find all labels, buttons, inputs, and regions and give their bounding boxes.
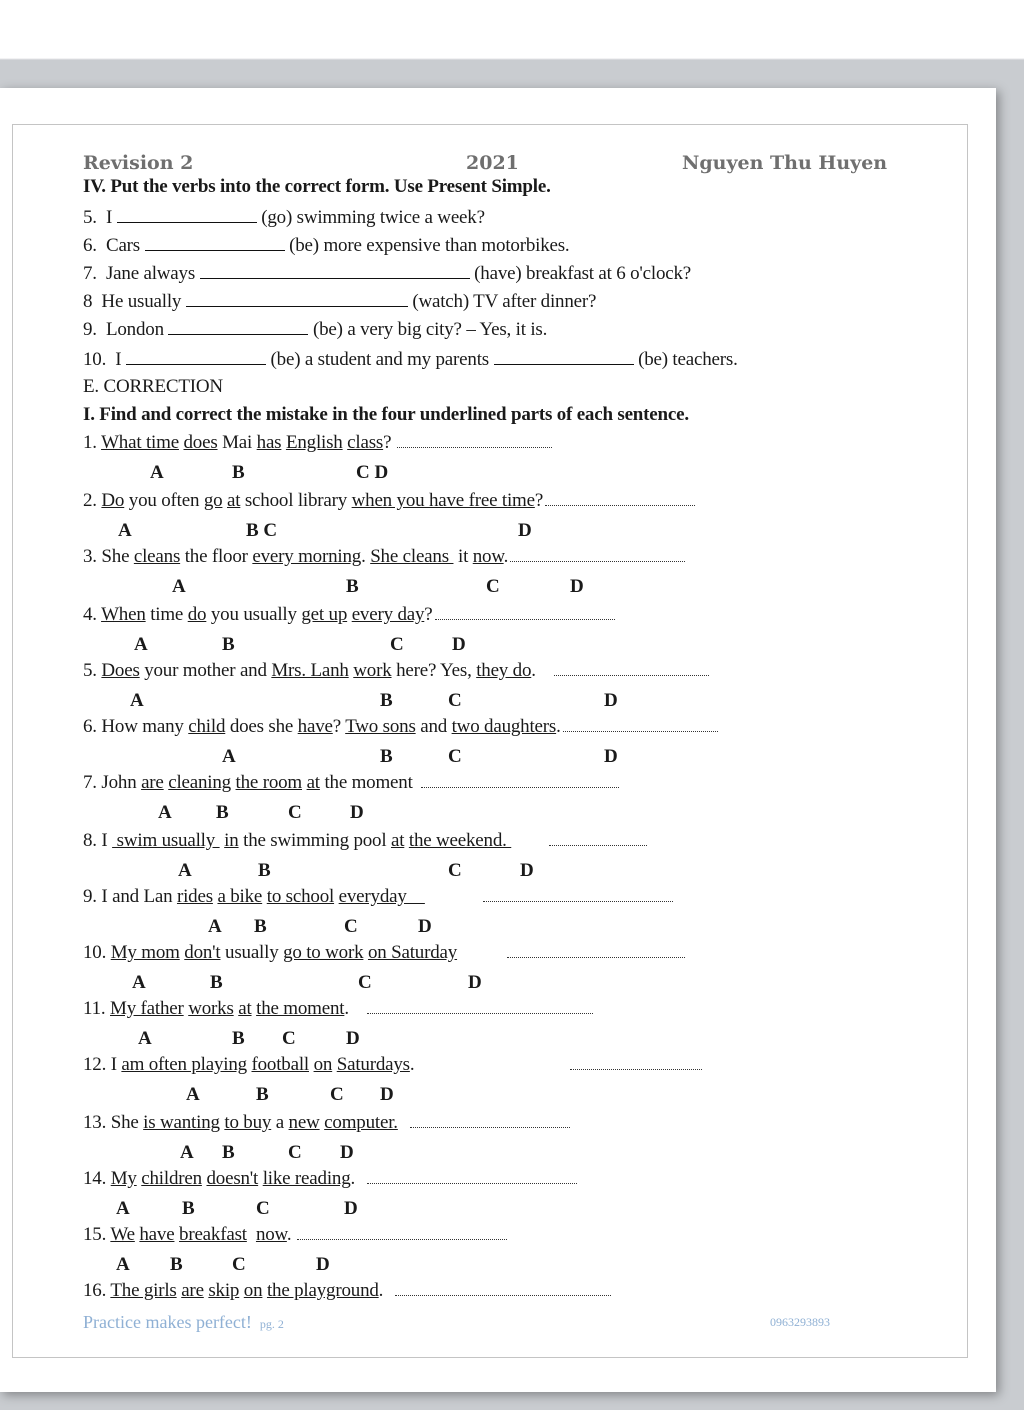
sentence-part: children <box>141 1168 202 1189</box>
sentence-part: football <box>251 1054 309 1075</box>
sentence-part: now <box>255 1224 287 1245</box>
option-letter: A <box>180 1142 194 1163</box>
sentence-part: She <box>110 1112 144 1133</box>
item-number: 2. <box>83 490 102 511</box>
sentence-part: go <box>203 490 223 511</box>
option-letter: A <box>116 1254 130 1275</box>
option-letter: A <box>222 746 236 767</box>
answer-blank[interactable] <box>168 318 308 335</box>
footer-motto: Practice makes perfect! pg. 2 <box>83 1312 284 1332</box>
option-letter: B <box>182 1198 195 1219</box>
sentence-part: John <box>101 772 142 793</box>
correction-item <box>83 716 718 738</box>
option-letter: C <box>358 972 372 993</box>
option-letter: B <box>216 802 229 823</box>
exercise-item: 9. London (be) a very big city? – Yes, it is. <box>83 319 548 340</box>
correction-item <box>83 490 695 512</box>
answer-dotted-line[interactable] <box>395 1281 611 1296</box>
sentence-part: ? <box>383 432 392 453</box>
sentence-part: Do <box>101 490 125 511</box>
sentence-part: works <box>188 998 234 1019</box>
answer-blank[interactable] <box>186 290 408 307</box>
sentence-part: . <box>378 1280 384 1301</box>
exercise-item: 8 He usually (watch) TV after dinner? <box>83 291 597 312</box>
option-letter: A <box>138 1028 152 1049</box>
sentence-part: every day <box>351 604 425 625</box>
sentence-part: cleans <box>133 546 181 567</box>
sentence-part: in <box>224 830 239 851</box>
sentence-part: it <box>453 546 473 567</box>
option-letter: B <box>254 916 267 937</box>
option-letter: A <box>130 690 144 711</box>
sentence-part: do <box>187 604 207 625</box>
option-letter: D <box>604 746 618 767</box>
sentence-part: get up <box>301 604 348 625</box>
sentence-part: school library <box>240 490 352 511</box>
sentence-part: cleaning <box>168 772 231 793</box>
option-letter: D <box>518 520 532 541</box>
item-number: 7. <box>83 772 102 793</box>
answer-blank[interactable] <box>117 206 257 223</box>
sentence-part: on <box>313 1054 333 1075</box>
option-letter: A <box>178 860 192 881</box>
item-number: 5. <box>83 660 102 681</box>
sentence-part: ? <box>424 604 433 625</box>
sentence-part: have <box>139 1224 175 1245</box>
sentence-part: the floor <box>180 546 253 567</box>
sentence-part: . <box>344 998 349 1019</box>
option-letter: D <box>604 690 618 711</box>
option-letter: C <box>330 1084 344 1105</box>
answer-dotted-line[interactable] <box>397 433 552 448</box>
sentence-part: skip <box>208 1280 240 1301</box>
answer-dotted-line[interactable] <box>483 887 673 902</box>
sentence-part: Does <box>101 660 140 681</box>
answer-dotted-line[interactable] <box>545 491 695 506</box>
answer-dotted-line[interactable] <box>563 717 718 732</box>
item-number: 13. <box>83 1112 111 1133</box>
answer-dotted-line[interactable] <box>367 1169 577 1184</box>
sentence-part: and <box>415 716 452 737</box>
option-letter: C <box>256 1198 270 1219</box>
page-number: pg. 2 <box>259 1317 284 1331</box>
option-letter: C <box>486 576 500 597</box>
option-letter: A <box>134 634 148 655</box>
sentence-part: at <box>390 830 405 851</box>
item-number: 15. <box>83 1224 111 1245</box>
section-e-title: E. CORRECTION <box>83 376 223 397</box>
sentence-part: when you have free time <box>351 490 535 511</box>
item-number: 16. <box>83 1280 111 1301</box>
answer-dotted-line[interactable] <box>554 661 709 676</box>
option-letter: D <box>344 1198 358 1219</box>
sentence-part: swim usually <box>112 830 220 851</box>
item-number: 10. <box>83 942 111 963</box>
sentence-part: My <box>110 1168 137 1189</box>
option-letter: D <box>380 1084 394 1105</box>
sentence-part: is wanting <box>143 1112 220 1133</box>
option-letter: C <box>282 1028 296 1049</box>
answer-blank[interactable] <box>200 262 470 279</box>
sentence-part: We <box>110 1224 135 1245</box>
sentence-part: My father <box>110 998 184 1019</box>
option-letter: B <box>170 1254 183 1275</box>
option-letter: A <box>118 520 132 541</box>
option-letter: B <box>232 1028 245 1049</box>
correction-item <box>83 432 552 454</box>
sentence-part: everyday <box>338 886 425 907</box>
option-letter: C <box>390 634 404 655</box>
option-letter: B <box>222 1142 235 1163</box>
option-letter: C <box>448 690 462 711</box>
sentence-part: don't <box>184 942 221 963</box>
section-iv-title: IV. Put the verbs into the correct form. Use Present Simple. <box>83 176 551 197</box>
sentence-part: two daughters <box>451 716 557 737</box>
correction-item <box>83 1280 611 1302</box>
sentence-part: My mom <box>110 942 180 963</box>
sentence-part: time <box>145 604 188 625</box>
correction-item <box>83 1112 570 1134</box>
option-letter: C <box>344 916 358 937</box>
item-number: 14. <box>83 1168 111 1189</box>
answer-dotted-line[interactable] <box>570 1055 702 1070</box>
sentence-part: What time <box>101 432 179 453</box>
sentence-part: go to work <box>283 942 364 963</box>
answer-dotted-line[interactable] <box>421 773 619 788</box>
correction-item <box>83 830 647 852</box>
sentence-part: the swimming pool <box>238 830 391 851</box>
option-letter: A <box>186 1084 200 1105</box>
correction-item <box>83 998 593 1020</box>
sentence-part: the weekend. <box>408 830 512 851</box>
sentence-part: they do <box>476 660 532 681</box>
answer-dotted-line[interactable] <box>297 1225 507 1240</box>
sentence-part: to buy <box>224 1112 272 1133</box>
item-number: 8. <box>83 830 102 851</box>
option-letter: A <box>158 802 172 823</box>
item-number: 6. <box>83 716 102 737</box>
sentence-part: does she <box>225 716 298 737</box>
option-letter: D <box>418 916 432 937</box>
sentence-part: She <box>101 546 134 567</box>
sentence-part: ? <box>534 490 544 511</box>
option-letter: D <box>340 1142 354 1163</box>
sentence-part: are <box>181 1280 204 1301</box>
sentence-part: like reading <box>262 1168 351 1189</box>
item-number: 11. <box>83 998 110 1019</box>
sentence-part: breakfast <box>179 1224 247 1245</box>
answer-dotted-line[interactable] <box>367 999 593 1014</box>
sentence-part: new <box>288 1112 320 1133</box>
option-letter: D <box>520 860 534 881</box>
sentence-part: The girls <box>110 1280 177 1301</box>
sentence-part: class <box>347 432 384 453</box>
option-letter: C <box>232 1254 246 1275</box>
sentence-part: does <box>183 432 218 453</box>
option-letter: B <box>210 972 223 993</box>
option-letter: B <box>222 634 235 655</box>
option-letter: B <box>232 462 245 483</box>
item-number: 12. <box>83 1054 111 1075</box>
sentence-part: Mai <box>217 432 257 453</box>
header-center: 2021 <box>466 152 519 174</box>
sentence-part: every morning <box>252 546 362 567</box>
sentence-part: . <box>556 716 561 737</box>
sentence-part: computer. <box>324 1112 398 1133</box>
exercise-item: 6. Cars (be) more expensive than motorbikes. <box>83 235 570 256</box>
option-letter: C D <box>356 462 389 483</box>
sentence-part: to school <box>266 886 335 907</box>
sentence-part: on Saturday <box>367 942 458 963</box>
answer-blank[interactable] <box>126 348 266 365</box>
correction-item <box>83 604 615 626</box>
correction-item <box>83 660 709 682</box>
option-letter: D <box>346 1028 360 1049</box>
sentence-part: you usually <box>206 604 302 625</box>
exercise-item: 7. Jane always (have) breakfast at 6 o'clock? <box>83 263 692 284</box>
option-letter: C <box>448 860 462 881</box>
answer-blank[interactable] <box>145 234 285 251</box>
sentence-part: your mother and <box>139 660 272 681</box>
item-number: 9. <box>83 886 102 907</box>
correction-item <box>83 1224 507 1246</box>
sentence-part: Two sons <box>345 716 416 737</box>
option-letter: D <box>452 634 466 655</box>
answer-dotted-line[interactable] <box>549 831 647 846</box>
correction-item <box>83 1054 702 1076</box>
sentence-part: When <box>101 604 146 625</box>
option-letter: D <box>570 576 584 597</box>
option-letter: C <box>448 746 462 767</box>
sentence-part: work <box>353 660 392 681</box>
sentence-part: the playground <box>266 1280 379 1301</box>
item-number: 1. <box>83 432 102 453</box>
sentence-part: Saturdays <box>336 1054 410 1075</box>
sentence-part: the moment <box>256 998 345 1019</box>
sentence-part: . <box>361 546 371 567</box>
sentence-part: I <box>101 830 113 851</box>
sentence-part: at <box>238 998 252 1019</box>
option-letter: C <box>288 1142 302 1163</box>
sentence-part: has <box>256 432 282 453</box>
sentence-part <box>247 1224 256 1245</box>
sentence-part: doesn't <box>206 1168 259 1189</box>
sentence-part: usually <box>220 942 284 963</box>
sentence-part: How many <box>101 716 189 737</box>
item-number: 3. <box>83 546 102 567</box>
sentence-part: a bike <box>217 886 263 907</box>
sentence-part: She cleans <box>370 546 454 567</box>
answer-blank[interactable] <box>494 348 634 365</box>
correction-item <box>83 772 619 794</box>
sentence-part: ? <box>332 716 346 737</box>
sentence-part: I and Lan <box>101 886 177 907</box>
exercise-item: 5. I (go) swimming twice a week? <box>83 207 485 228</box>
header-right: Nguyen Thu Huyen <box>682 152 888 174</box>
option-letter: A <box>172 576 186 597</box>
option-letter: A <box>208 916 222 937</box>
option-letter: A <box>150 462 164 483</box>
sentence-part: Mrs. Lanh <box>271 660 349 681</box>
option-letter: B <box>256 1084 269 1105</box>
sentence-part: have <box>297 716 333 737</box>
sentence-part: . <box>531 660 536 681</box>
correction-item <box>83 546 685 568</box>
item-number: 4. <box>83 604 102 625</box>
sentence-part: at <box>227 490 241 511</box>
correction-item <box>83 1168 577 1190</box>
correction-item <box>83 942 685 964</box>
section-e-subtitle: I. Find and correct the mistake in the four underlined parts of each sentence. <box>83 404 689 425</box>
header-left: Revision 2 <box>83 152 194 174</box>
sentence-part: . <box>286 1224 292 1245</box>
sentence-part: a <box>271 1112 289 1133</box>
answer-dotted-line[interactable] <box>507 943 685 958</box>
sentence-part: am often playing <box>121 1054 247 1075</box>
sentence-part: . <box>503 546 509 567</box>
answer-dotted-line[interactable] <box>510 547 685 562</box>
exercise-item: 10. I (be) a student and my parents (be) teachers. <box>83 349 738 370</box>
option-letter: B <box>380 746 393 767</box>
correction-item <box>83 886 673 908</box>
sentence-part: English <box>285 432 343 453</box>
option-letter: B <box>258 860 271 881</box>
sentence-part: . <box>350 1168 356 1189</box>
sentence-part: on <box>243 1280 263 1301</box>
option-letter: B C <box>246 520 278 541</box>
sentence-part: the moment <box>319 772 413 793</box>
answer-dotted-line[interactable] <box>410 1113 570 1128</box>
option-letter: A <box>132 972 146 993</box>
sentence-part: you often <box>124 490 204 511</box>
footer-phone: 0963293893 <box>770 1315 830 1329</box>
sentence-part: the room <box>235 772 303 793</box>
sentence-part: rides <box>176 886 213 907</box>
sentence-part: child <box>188 716 226 737</box>
sentence-part: are <box>141 772 164 793</box>
option-letter: C <box>288 802 302 823</box>
sentence-part: here? Yes, <box>391 660 477 681</box>
sentence-part: at <box>306 772 320 793</box>
sentence-part: . <box>409 1054 415 1075</box>
option-letter: D <box>350 802 364 823</box>
sentence-part: now <box>472 546 504 567</box>
option-letter: B <box>346 576 359 597</box>
option-letter: B <box>380 690 393 711</box>
option-letter: D <box>316 1254 330 1275</box>
option-letter: D <box>468 972 482 993</box>
option-letter: A <box>116 1198 130 1219</box>
sentence-part: I <box>110 1054 122 1075</box>
answer-dotted-line[interactable] <box>435 605 615 620</box>
